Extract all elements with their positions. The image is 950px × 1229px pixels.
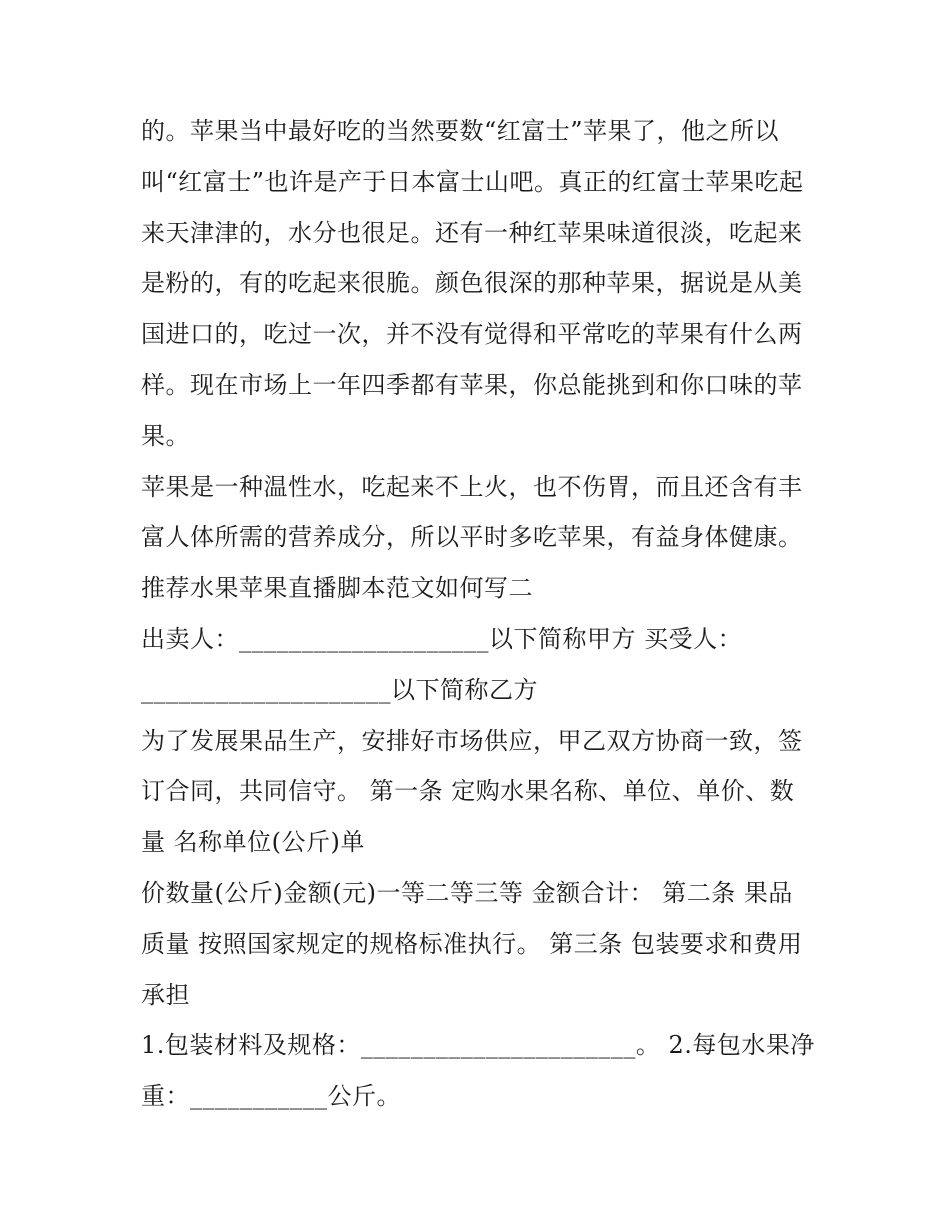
text-line: 为了发展果品生产，安排好市场供应，甲乙双方协商一致，签 bbox=[141, 726, 803, 755]
text-line: 1.包装材料及规格：______________________。 2.每包水果净 bbox=[141, 1031, 815, 1060]
text-line: 苹果是一种温性水，吃起来不上火，也不伤胃，而且还含有丰 bbox=[141, 472, 803, 501]
text-line: 订合同，共同信守。 第一条 定购水果名称、单位、单价、数 bbox=[141, 777, 795, 806]
text-line: 叫“红富士”也许是产于日本富士山吧。真正的红富士苹果吃起 bbox=[141, 167, 804, 196]
text-line: 富人体所需的营养成分，所以平时多吃苹果，有益身体健康。 bbox=[141, 523, 803, 552]
section-heading: 推荐水果苹果直播脚本范文如何写二 bbox=[141, 574, 533, 603]
text-line: 国进口的，吃过一次，并不没有觉得和平常吃的苹果有什么两 bbox=[141, 320, 803, 349]
buyer-line: ____________________以下简称乙方 bbox=[141, 675, 538, 704]
seller-line: 出卖人：____________________以下简称甲方 买受人： bbox=[141, 624, 743, 653]
text-line: 质量 按照国家规定的规格标准执行。 第三条 包装要求和费用 bbox=[141, 929, 803, 958]
text-line: 是粉的，有的吃起来很脆。颜色很深的那种苹果，据说是从美 bbox=[141, 269, 803, 298]
text-line: 重：___________公斤。 bbox=[141, 1082, 401, 1111]
document-body bbox=[141, 106, 821, 1122]
text-line: 承担 bbox=[141, 980, 190, 1009]
text-line: 的。苹果当中最好吃的当然要数“红富士”苹果了，他之所以 bbox=[141, 117, 780, 145]
text-line: 价数量(公斤)金额(元)一等二等三等 金额合计： 第二条 果品 bbox=[141, 878, 793, 907]
text-line: 果。 bbox=[141, 421, 190, 450]
text-line: 样。现在市场上一年四季都有苹果，你总能挑到和你口味的苹 bbox=[141, 370, 803, 399]
text-line: 量 名称单位(公斤)单 bbox=[141, 828, 365, 857]
text-line: 来天津津的，水分也很足。还有一种红苹果味道很淡，吃起来 bbox=[141, 218, 803, 247]
